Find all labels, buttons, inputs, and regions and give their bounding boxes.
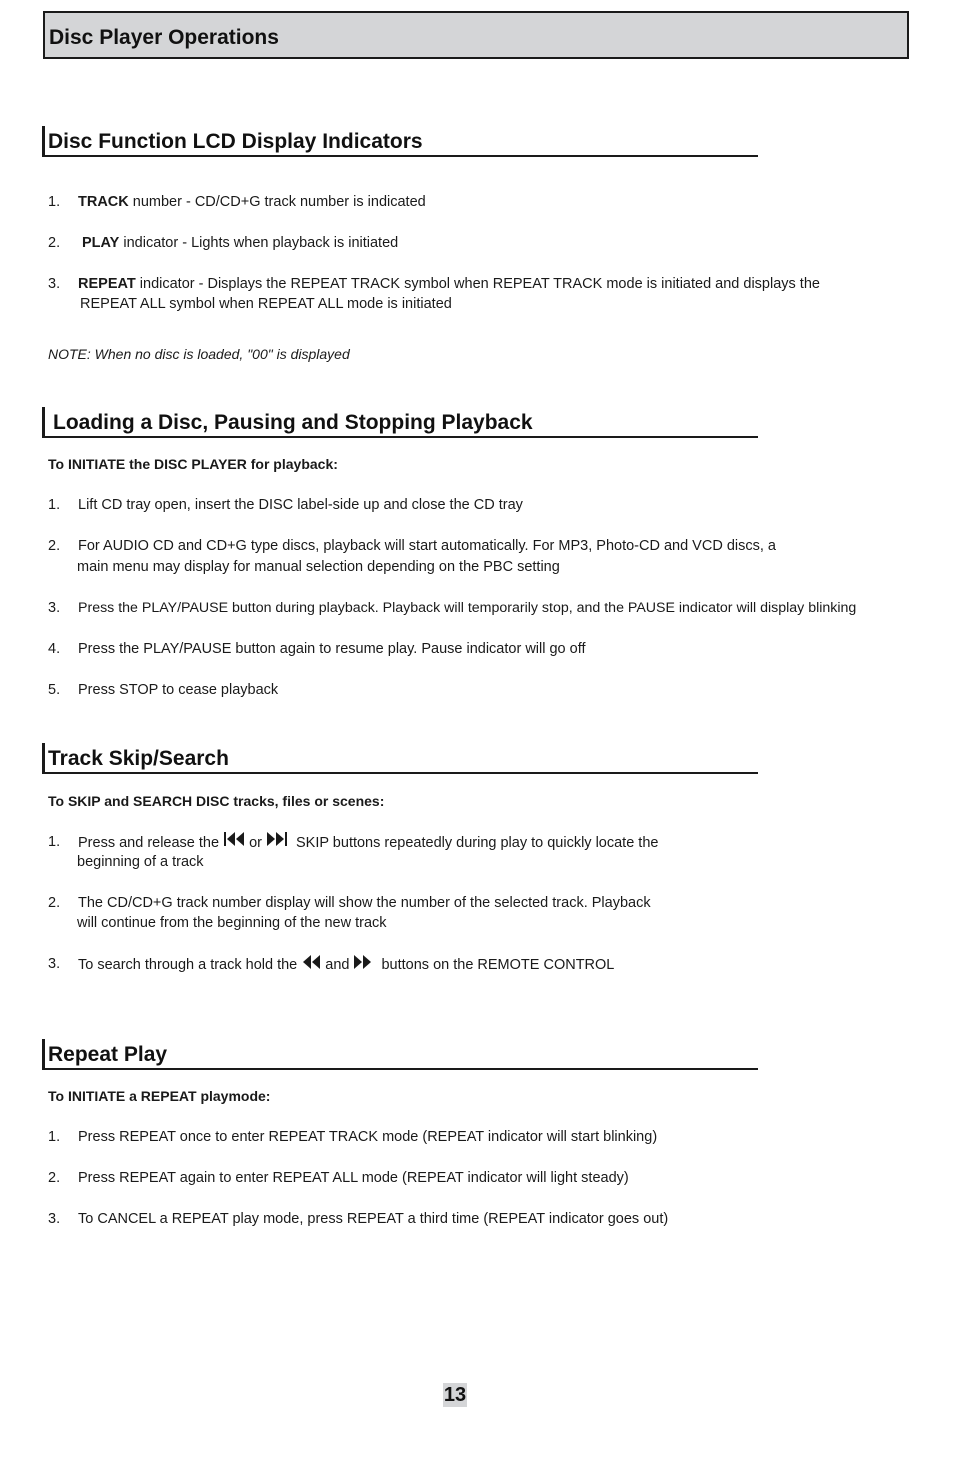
item-number: 2. (48, 895, 61, 911)
note-text: NOTE: When no disc is loaded, "00" is displayed (48, 346, 350, 362)
section-subtitle-loading: To INITIATE the DISC PLAYER for playback: (48, 456, 338, 472)
page-title: Disc Player Operations (49, 26, 279, 49)
skip-back-icon (223, 831, 245, 853)
item-text: Lift CD tray open, insert the DISC label-side up and close the CD tray (78, 497, 523, 513)
section-heading-loading (42, 407, 758, 438)
section-title-lcd: Disc Function LCD Display Indicators (48, 130, 423, 153)
item-number: 2. (48, 235, 61, 251)
item-text-continued: main menu may display for manual selection depending on the PBC setting (77, 559, 560, 575)
section-subtitle-skip: To SKIP and SEARCH DISC tracks, files or scenes: (48, 793, 385, 809)
item-number: 1. (48, 194, 61, 210)
item-text: Press the PLAY/PAUSE button again to resume play. Pause indicator will go off (78, 641, 586, 657)
section-title-skip: Track Skip/Search (48, 747, 229, 770)
page-header (43, 11, 909, 59)
page-number: 13 (443, 1384, 467, 1406)
item-number: 2. (48, 1170, 61, 1186)
item-text-continued: will continue from the beginning of the new track (77, 915, 387, 931)
item-text: Press REPEAT once to enter REPEAT TRACK mode (REPEAT indicator will start blinking) (78, 1129, 658, 1145)
section-heading-skip (42, 743, 758, 774)
item-text-continued: beginning of a track (77, 854, 204, 870)
section-title-repeat: Repeat Play (48, 1043, 168, 1066)
item-number: 3. (48, 600, 61, 616)
item-text: PLAY indicator - Lights when playback is initiated (82, 235, 399, 251)
item-number: 1. (48, 1129, 61, 1145)
item-number: 5. (48, 682, 61, 698)
item-number: 2. (48, 538, 61, 554)
section-title-loading: Loading a Disc, Pausing and Stopping Playback (53, 411, 533, 434)
item-text: For AUDIO CD and CD+G type discs, playback will start automatically. For MP3, Photo-CD and VCD discs, a (78, 538, 776, 554)
item-number: 1. (48, 497, 61, 513)
section-heading-repeat (42, 1039, 758, 1070)
skip-forward-icon (266, 831, 288, 853)
item-number: 1. (48, 834, 61, 850)
fast-forward-icon (353, 953, 373, 975)
section-heading-lcd (42, 126, 758, 157)
item-text: Press and release the or SKIP buttons repeatedly during play to quickly locate the (78, 832, 658, 854)
item-number: 4. (48, 641, 61, 657)
item-text: Press the PLAY/PAUSE button during playback. Playback will temporarily stop, and the PAUSE indicator will display blinking (78, 600, 857, 616)
item-text: Press REPEAT again to enter REPEAT ALL mode (REPEAT indicator will light steady) (78, 1170, 629, 1186)
item-text: The CD/CD+G track number display will show the number of the selected track. Playback (78, 895, 651, 911)
rewind-icon (301, 953, 321, 975)
item-text: Press STOP to cease playback (78, 682, 279, 698)
section-subtitle-repeat: To INITIATE a REPEAT playmode: (48, 1088, 271, 1104)
item-text: REPEAT indicator - Displays the REPEAT TRACK symbol when REPEAT TRACK mode is initiated and displays the (78, 276, 820, 292)
item-number: 3. (48, 956, 61, 972)
item-number: 3. (48, 1211, 61, 1227)
item-text: To search through a track hold the and buttons on the REMOTE CONTROL (78, 954, 614, 976)
item-text-continued: REPEAT ALL symbol when REPEAT ALL mode is initiated (80, 296, 452, 312)
item-number: 3. (48, 276, 61, 292)
item-text: TRACK number - CD/CD+G track number is indicated (78, 194, 426, 210)
item-text: To CANCEL a REPEAT play mode, press REPEAT a third time (REPEAT indicator goes out) (78, 1211, 669, 1227)
